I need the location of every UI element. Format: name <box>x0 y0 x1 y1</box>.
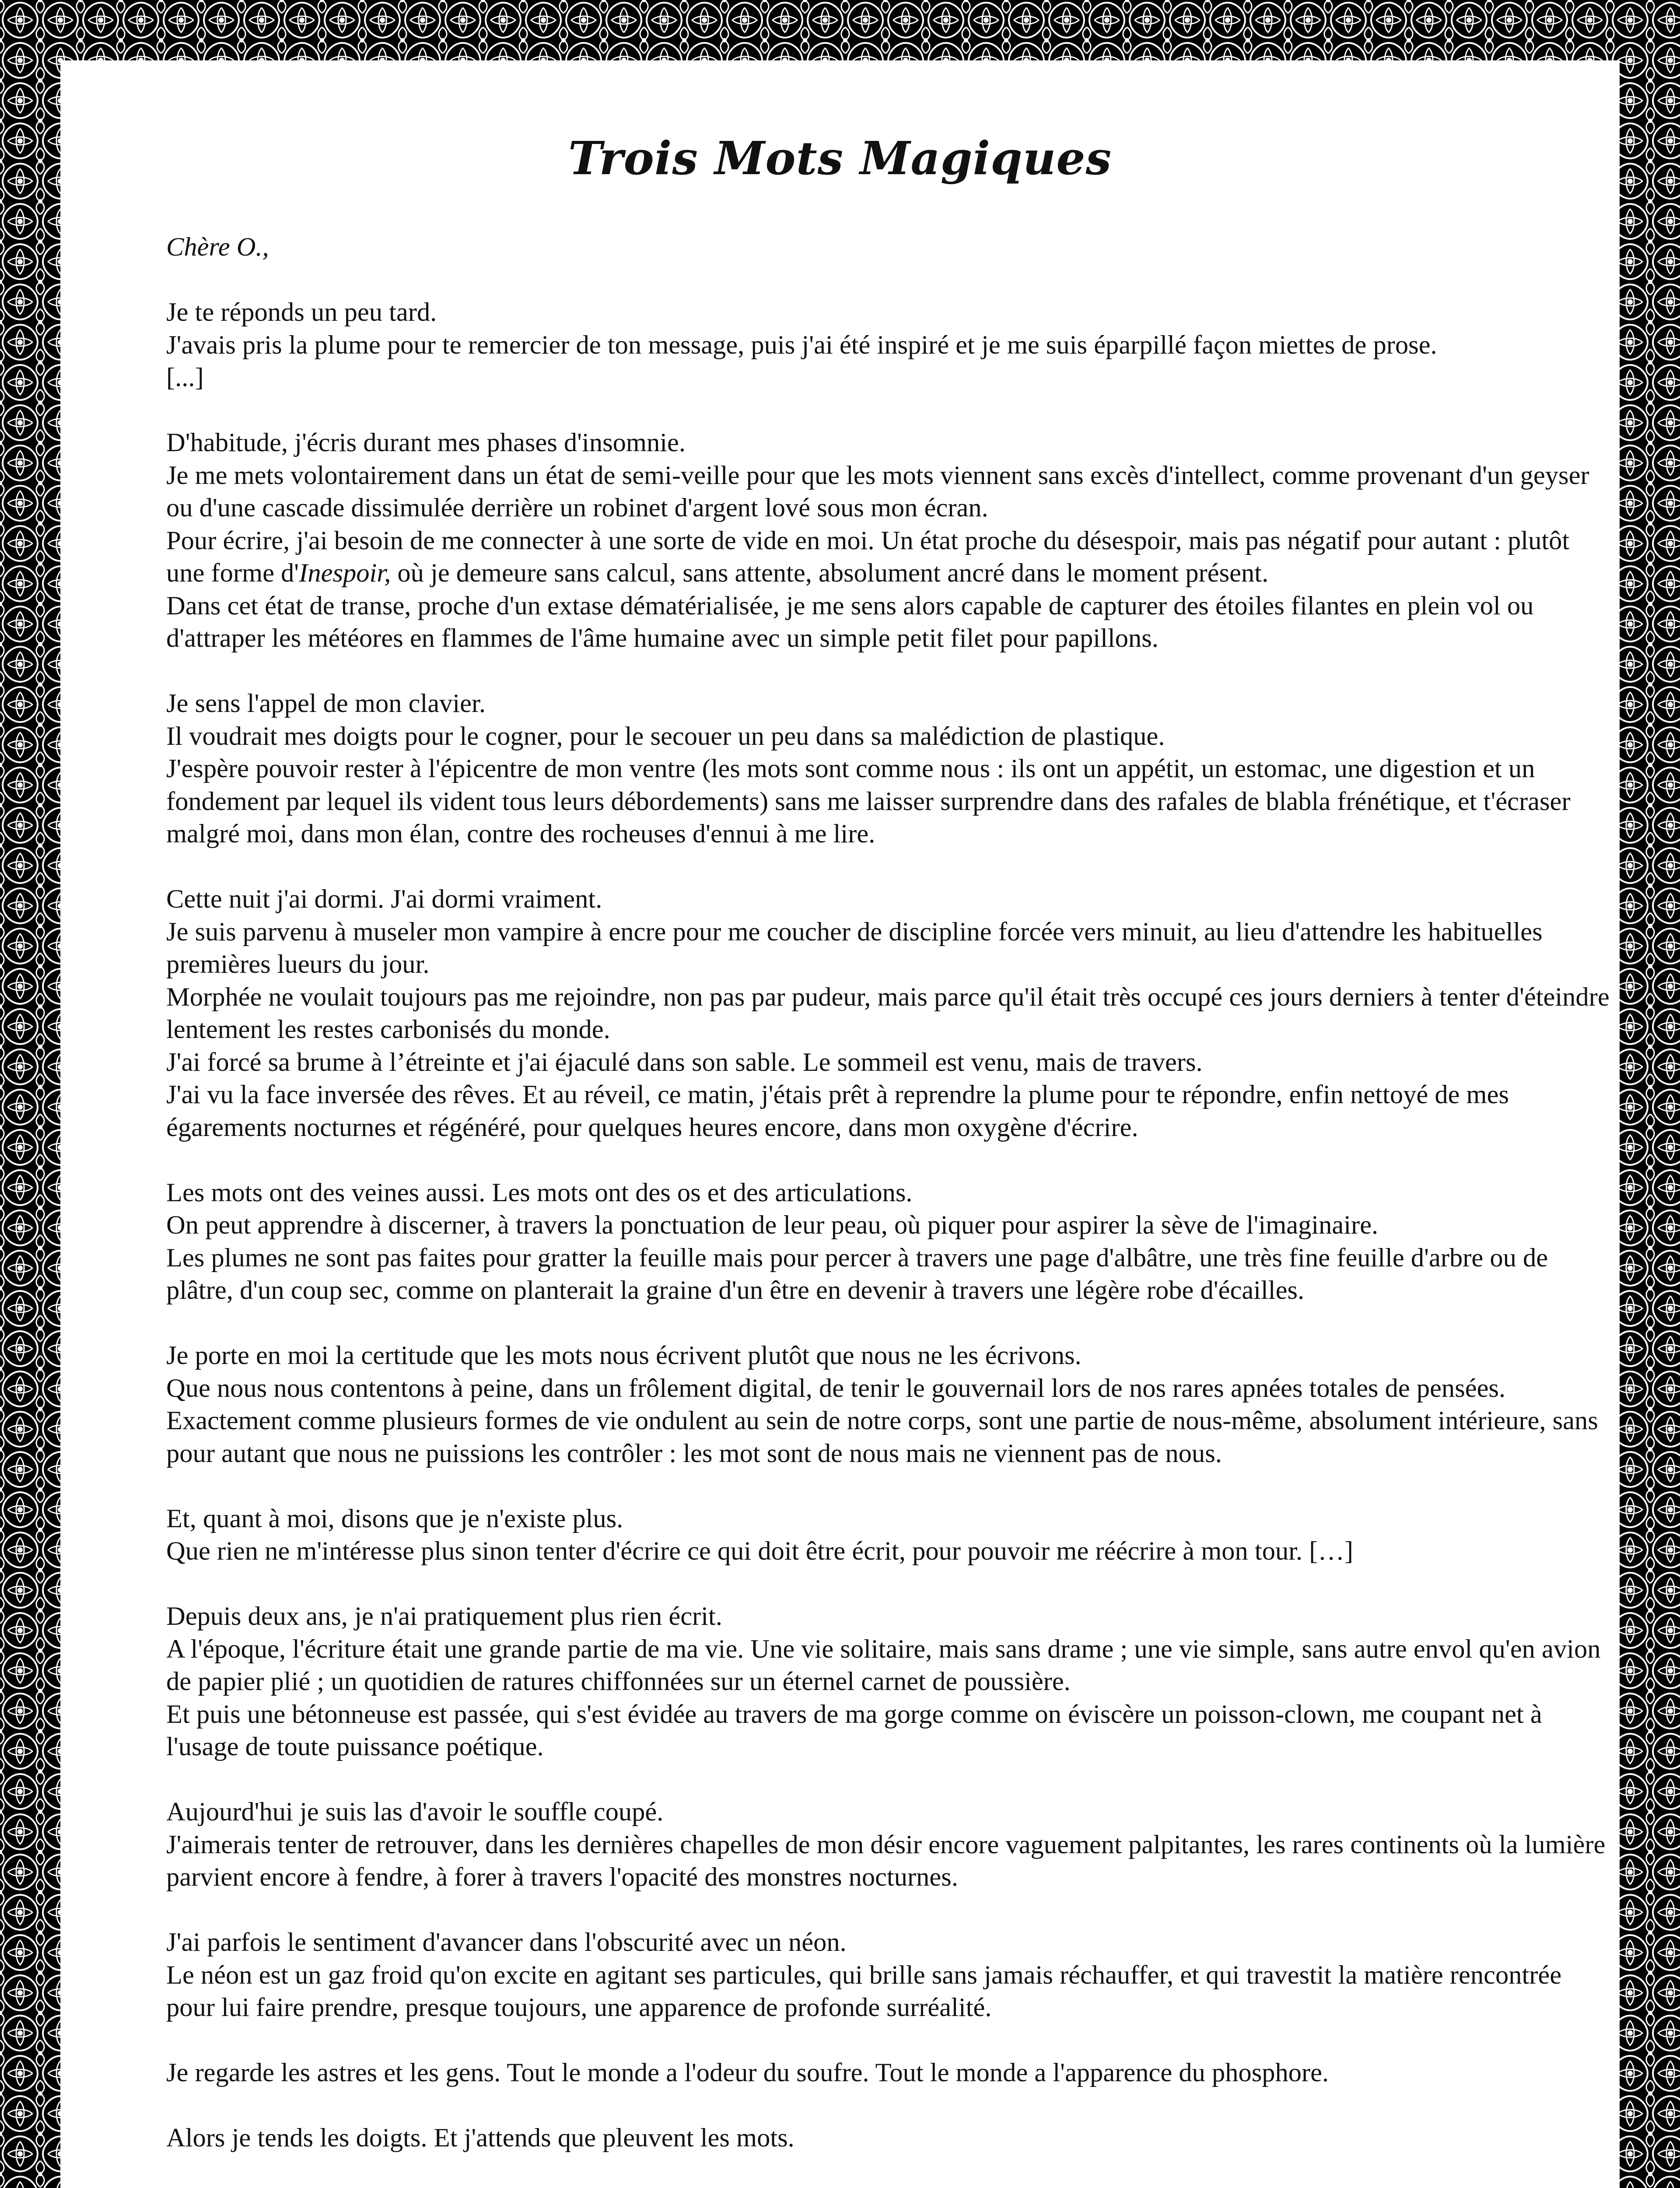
text-line: Je te réponds un peu tard. <box>166 298 437 327</box>
text-line: J'aimerais tenter de retrouver, dans les dernières chapelles de mon désir encore vaguement palpitantes, les rares continents où la lumière parvient encore à fendre, à forer à travers l'opacité des monstres nocturnes. <box>166 1830 1606 1892</box>
text-line: Exactement comme plusieurs formes de vie ondulent au sein de notre corps, sont une partie de nous-même, absolument intérieure, sans pour autant que nous ne puissions les contrôler : les mot sont de nous mais ne viennent pas de nous. <box>166 1406 1598 1468</box>
page-title: Trois Mots Magiques <box>568 131 1112 185</box>
letter-body <box>166 231 1610 2187</box>
text-line: Aujourd'hui je suis las d'avoir le souffle coupé. <box>166 1797 664 1827</box>
paragraph <box>166 2122 1610 2155</box>
text-line: Je suis parvenu à museler mon vampire à encre pour me coucher de discipline forcée vers minuit, au lieu d'attendre les habituelles premières lueurs du jour. <box>166 917 1543 979</box>
text-segment: Pour écrire, j'ai besoin de me connecter à une sorte de vide en moi. Un état proche du désespoir, mais pas négatif pour autant : plutôt une forme d' <box>166 526 1570 588</box>
text-line-with-emphasis <box>166 525 1610 590</box>
text-line: J'ai parfois le sentiment d'avancer dans l'obscurité avec un néon. <box>166 1928 847 1957</box>
text-line: Je porte en moi la certitude que les mots nous écrivent plutôt que nous ne les écrivons. <box>166 1341 1082 1370</box>
text-line: Le néon est un gaz froid qu'on excite en agitant ses particules, qui brille sans jamais réchauffer, et qui travestit la matière rencontrée pour lui faire prendre, presque toujours, une apparence de profonde surréalité. <box>166 1960 1562 2022</box>
paragraph <box>166 296 1610 394</box>
text-segment: où je demeure sans calcul, sans attente, absolument ancré dans le moment présent. <box>391 558 1269 588</box>
paragraph <box>166 687 1610 851</box>
emphasized-word: Inespoir, <box>299 558 391 588</box>
paragraph <box>166 1796 1610 1894</box>
text-line: On peut apprendre à discerner, à travers la ponctuation de leur peau, où piquer pour aspirer la sève de l'imaginaire. <box>166 1210 1379 1240</box>
text-line: Depuis deux ans, je n'ai pratiquement plus rien écrit. <box>166 1602 722 1631</box>
salutation: Chère O., <box>166 232 269 262</box>
paragraph <box>166 1600 1610 1764</box>
text-line: Alors je tends les doigts. Et j'attends que pleuvent les mots. <box>166 2123 794 2153</box>
text-line: D'habitude, j'écris durant mes phases d'insomnie. <box>166 428 686 457</box>
text-line: Que nous nous contentons à peine, dans un frôlement digital, de tenir le gouvernail lors de nos rares apnées totales de pensées. <box>166 1373 1506 1403</box>
text-line: Les plumes ne sont pas faites pour gratter la feuille mais pour percer à travers une page d'albâtre, une très fine feuille d'arbre ou de plâtre, d'un coup sec, comme on planterait la graine d'un être en devenir à travers une légère robe d'écailles. <box>166 1243 1548 1305</box>
paragraph <box>166 1177 1610 1307</box>
text-line: Les mots ont des veines aussi. Les mots ont des os et des articulations. <box>166 1178 913 1207</box>
text-line: Et, quant à moi, disons que je n'existe plus. <box>166 1504 623 1533</box>
paragraph <box>166 1339 1610 1470</box>
text-line: Cette nuit j'ai dormi. J'ai dormi vraiment. <box>166 884 602 914</box>
paragraph <box>166 1926 1610 2024</box>
text-line: [...] <box>166 363 204 392</box>
text-line: Je regarde les astres et les gens. Tout le monde a l'odeur du soufre. Tout le monde a l'apparence du phosphore. <box>166 2058 1329 2087</box>
text-line: A l'époque, l'écriture était une grande partie de ma vie. Une vie solitaire, mais sans drame ; une vie simple, sans autre envol qu'en avion de papier plié ; un quotidien de ratures chiffonnées sur un éternel carnet de poussière. <box>166 1634 1601 1696</box>
letter-page <box>60 60 1620 2188</box>
text-line: J'espère pouvoir rester à l'épicentre de mon ventre (les mots sont comme nous : ils ont un appétit, un estomac, une digestion et un fondement par lequel ils vident tous leurs débordements) sans me laisser surprendre dans des rafales de blabla frénétique, et t'écraser malgré moi, dans mon élan, contre des rocheuses d'ennui à me lire. <box>166 754 1571 849</box>
text-line: Je me mets volontairement dans un état de semi-veille pour que les mots viennent sans excès d'intellect, comme provenant d'un geyser ou d'une cascade dissimulée derrière un robinet d'argent lové sous mon écran. <box>166 460 1589 522</box>
text-line: J'ai forcé sa brume à l’étreinte et j'ai éjaculé dans son sable. Le sommeil est venu, mais de travers. <box>166 1047 1203 1077</box>
text-line: Et puis une bétonneuse est passée, qui s'est évidée au travers de ma gorge comme on éviscère un poisson-clown, me coupant net à l'usage de toute puissance poétique. <box>166 1699 1542 1761</box>
text-line: J'ai vu la face inversée des rêves. Et au réveil, ce matin, j'étais prêt à reprendre la plume pour te répondre, enfin nettoyé de mes égarements nocturnes et régénéré, pour quelques heures encore, dans mon oxygène d'écrire. <box>166 1080 1509 1142</box>
text-line: Morphée ne voulait toujours pas me rejoindre, non pas par pudeur, mais parce qu'il était très occupé ces jours derniers à tenter d'éteindre lentement les restes carbonisés du monde. <box>166 982 1610 1044</box>
text-line: Il voudrait mes doigts pour le cogner, pour le secouer un peu dans sa malédiction de plastique. <box>166 721 1165 751</box>
text-line: J'avais pris la plume pour te remercier de ton message, puis j'ai été inspiré et je me suis éparpillé façon miettes de prose. <box>166 330 1437 360</box>
paragraph <box>166 1503 1610 1568</box>
paragraph <box>166 2057 1610 2090</box>
text-line: Que rien ne m'intéresse plus sinon tenter d'écrire ce qui doit être écrit, pour pouvoir me réécrire à mon tour. […] <box>166 1536 1354 1566</box>
paragraph <box>166 883 1610 1144</box>
text-line: Dans cet état de transe, proche d'un extase dématérialisée, je me sens alors capable de capturer des étoiles filantes en plein vol ou d'attraper les météores en flammes de l'âme humaine avec un simple petit filet pour papillons. <box>166 591 1534 653</box>
paragraph <box>166 427 1610 655</box>
text-line: Je sens l'appel de mon clavier. <box>166 689 486 718</box>
